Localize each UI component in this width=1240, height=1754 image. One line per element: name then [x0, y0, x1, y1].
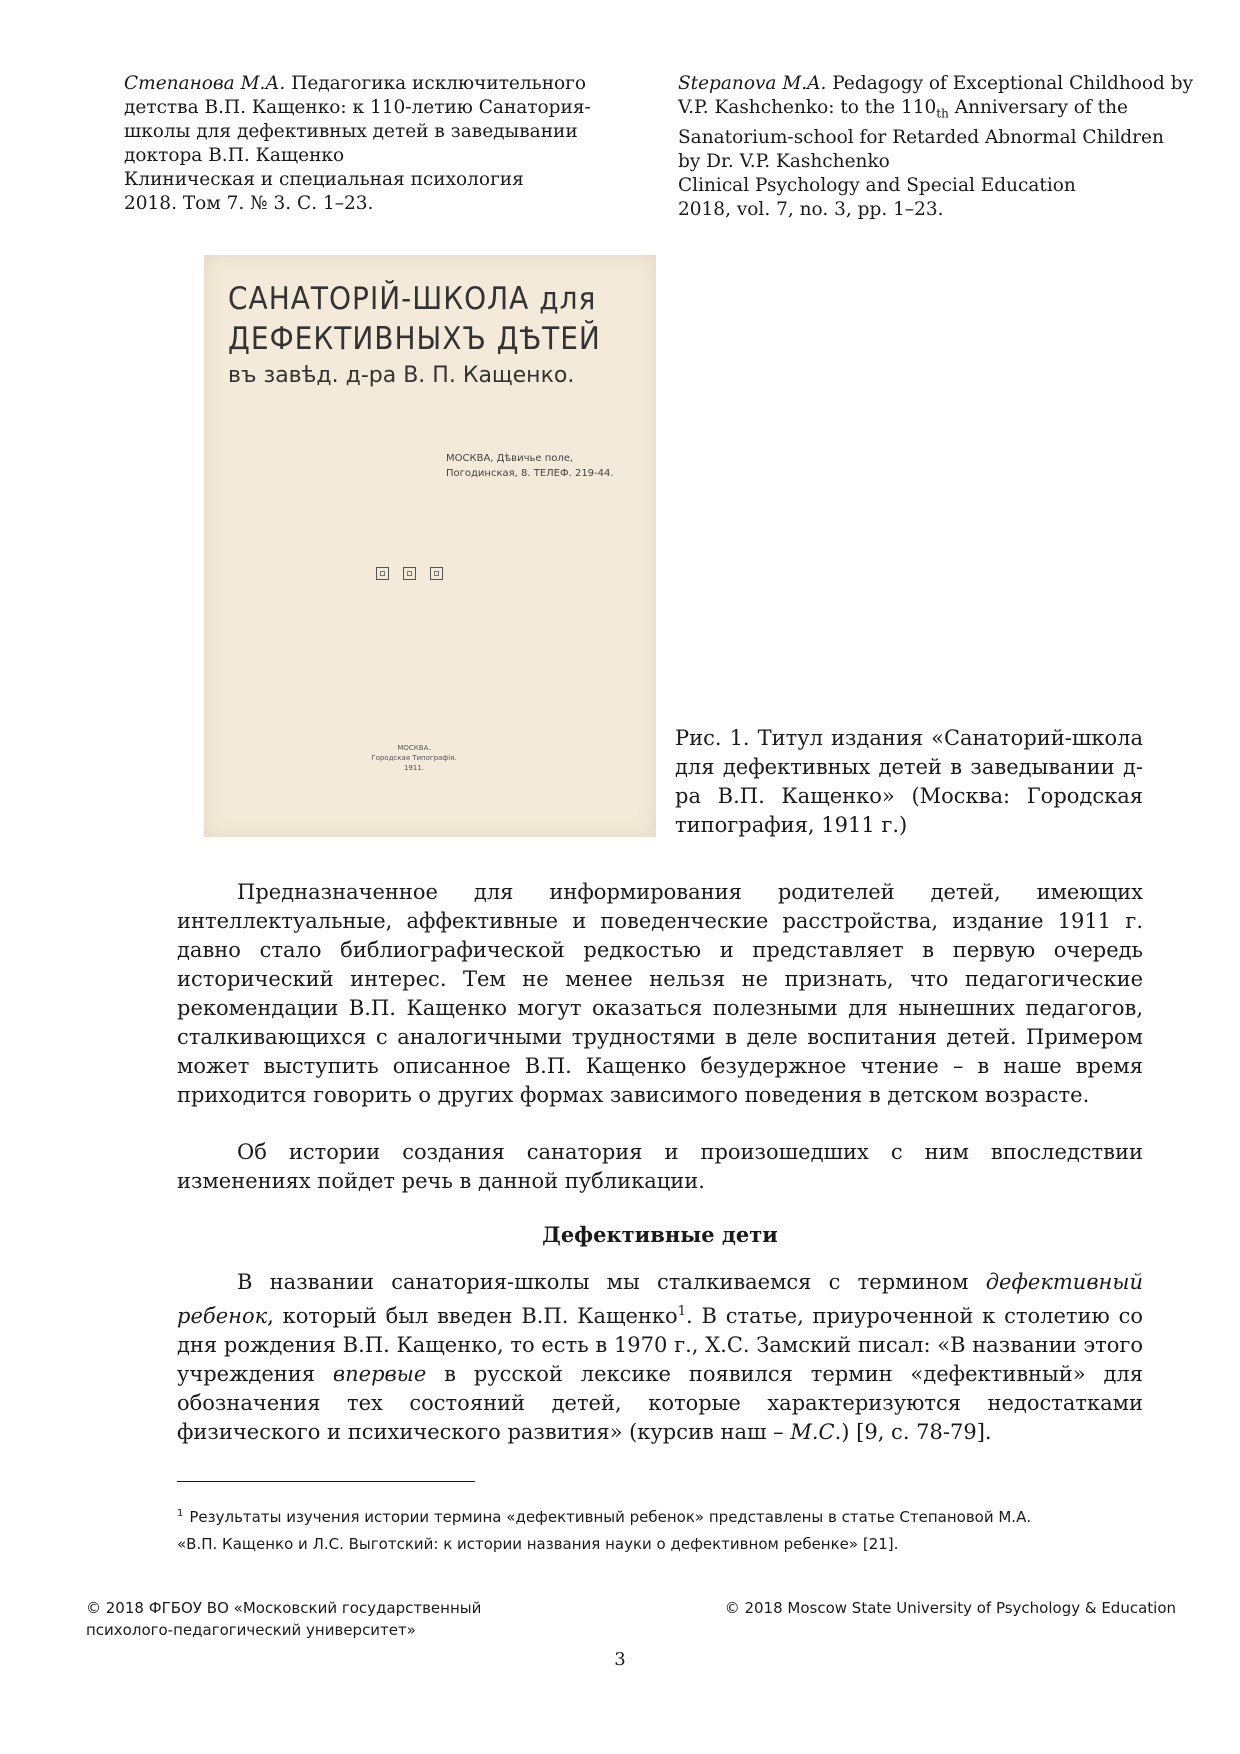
- header-ru-title-line2: детства В.П. Кащенко: к 110-летию Санатория-: [124, 97, 591, 118]
- header-ru-issue: 2018. Том 7. № 3. С. 1–23.: [124, 193, 374, 214]
- ornament-square-icon: [403, 567, 416, 580]
- cover-imprint-year: 1911.: [403, 764, 425, 772]
- header-en-author: Stepanova M.A.: [678, 73, 827, 94]
- footnote-mark: 1: [177, 1508, 184, 1519]
- cover-address: МОСКВА, Дѣвичье поле, Погодинская, 8. ТЕЛЕФ. 219-44.: [446, 453, 614, 479]
- ornament-square-icon: [376, 567, 389, 580]
- figure-cover-image: [204, 255, 656, 837]
- footnote-separator: [177, 1481, 475, 1482]
- cover-imprint: [324, 743, 504, 773]
- header-en-title-line1: [678, 72, 1194, 96]
- p3-part-e: ) [9, с. 78-79].: [841, 1420, 992, 1444]
- p3-initials-italic: М.С.: [790, 1420, 842, 1444]
- header-en-issue: 2018, vol. 7, no. 3, pp. 1–23.: [678, 198, 944, 220]
- footer-left-line2: психолого-педагогический университет»: [86, 1621, 416, 1639]
- p3-emphasis-italic: впервые: [332, 1362, 427, 1386]
- header-ru-title-start: Педагогика исключительного: [285, 73, 587, 94]
- figure-caption: Рис. 1. Титул издания «Санаторий-школа для дефективных детей в заведывании д-ра В.П. Кащенко» (Москва: Городская типография, 1911 г.): [675, 726, 1143, 837]
- header-en-line2-a: V.P. Kashchenko: to the 110: [678, 97, 937, 118]
- header-ru-title-line3: школы для дефективных детей в заведывании: [124, 121, 578, 142]
- footnote-line2: «В.П. Кащенко и Л.С. Выготский: к истории названия науки о дефективном ребенке» [21].: [177, 1535, 899, 1553]
- header-ru-journal: Клиническая и специальная психология: [124, 169, 524, 190]
- cover-ornament: [376, 567, 443, 580]
- page-number: 3: [614, 1649, 626, 1670]
- cover-title-line2: ДЕФЕКТИВНЫХЪ ДѢТЕЙ: [228, 320, 601, 357]
- cover-title-line3: въ завѣд. д-ра В. П. Кащенко.: [228, 363, 575, 388]
- paragraph-3-text: [177, 1268, 1143, 1447]
- header-en-ordinal-suffix: th: [936, 106, 949, 121]
- cover-title: [228, 279, 648, 393]
- cover-imprint-press: Городская Типографія.: [371, 754, 457, 762]
- paragraph-2-text: Об истории создания санатория и произошедших с ним впоследствии изменениях пойдет речь в данной публикации.: [177, 1140, 1143, 1193]
- p3-term-italic: дефективный ребенок: [177, 1270, 1143, 1328]
- section-heading: Дефективные дети: [542, 1222, 778, 1247]
- paragraph-2: [177, 1138, 1143, 1196]
- p3-part-d: в русской лексике появился термин «дефективный» для обозначения тех состояний детей, которые характеризуются недостатками физического и психического развития» (курсив наш –: [177, 1362, 1143, 1444]
- header-ru-title-line4: доктора В.П. Кащенко: [124, 145, 345, 166]
- header-en-line2-b: Anniversary of the: [948, 97, 1128, 118]
- paragraph-1: [177, 878, 1143, 1110]
- header-en-journal: Clinical Psychology and Special Education: [678, 174, 1076, 196]
- footnote-reference[interactable]: 1: [677, 1304, 686, 1319]
- header-ru-title-line1: [124, 72, 644, 96]
- footer-left: [86, 1597, 566, 1641]
- header-en-title-start: Pedagogy of Exceptional Childhood by: [826, 73, 1194, 94]
- header-en: [678, 72, 1194, 222]
- header-en-title-line3: Sanatorium-school for Retarded Abnormal Children: [678, 126, 1164, 148]
- p3-part-a: В названии санатория-школы мы сталкиваемся с термином: [237, 1270, 986, 1294]
- footnote-line1-text: Результаты изучения истории термина «дефективный ребенок» представлены в статье Степановой М.А.: [189, 1508, 1032, 1526]
- p3-part-c: . В статье, приуроченной к столетию со дня рождения В.П. Кащенко, то есть в 1970 г., Х.С. Замский писал: «В названии этого учреждения: [177, 1304, 1143, 1386]
- cover-imprint-city: МОСКВА.: [397, 744, 431, 752]
- header-ru: [124, 72, 644, 216]
- cover-title-line1: САНАТОРIЙ-ШКОЛА для: [228, 280, 597, 317]
- header-ru-author: Степанова М.А.: [124, 73, 286, 94]
- paragraph-1-text: Предназначенное для информирования родителей детей, имеющих интеллектуальные, аффективные и поведенческие расстройства, издание 1911 г. давно стало библиографической редкостью и представляет в первую очередь исторический интерес. Тем не менее нельзя не признать, что педагогические рекомендации В.П. Кащенко могут оказаться полезными для нынешних педагогов, сталкивающихся с аналогичными трудностями в деле воспитания детей. Примером может выступить описанное В.П. Кащенко безудержное чтение – в наше время приходится говорить о других формах зависимого поведения в детском возрасте.: [177, 880, 1143, 1107]
- header-en-title-line2: [678, 96, 1178, 126]
- p3-part-b: , который был введен В.П. Кащенко: [267, 1304, 678, 1328]
- paragraph-3: [177, 1268, 1143, 1447]
- footnote: [177, 1500, 1143, 1558]
- footer-left-line1: © 2018 ФГБОУ ВО «Московский государственный: [86, 1599, 482, 1617]
- header-en-title-line4: by Dr. V.P. Kashchenko: [678, 150, 890, 172]
- ornament-square-icon: [430, 567, 443, 580]
- footnote-line1: [177, 1500, 1143, 1531]
- footer-right: © 2018 Moscow State University of Psychology & Education: [724, 1599, 1176, 1617]
